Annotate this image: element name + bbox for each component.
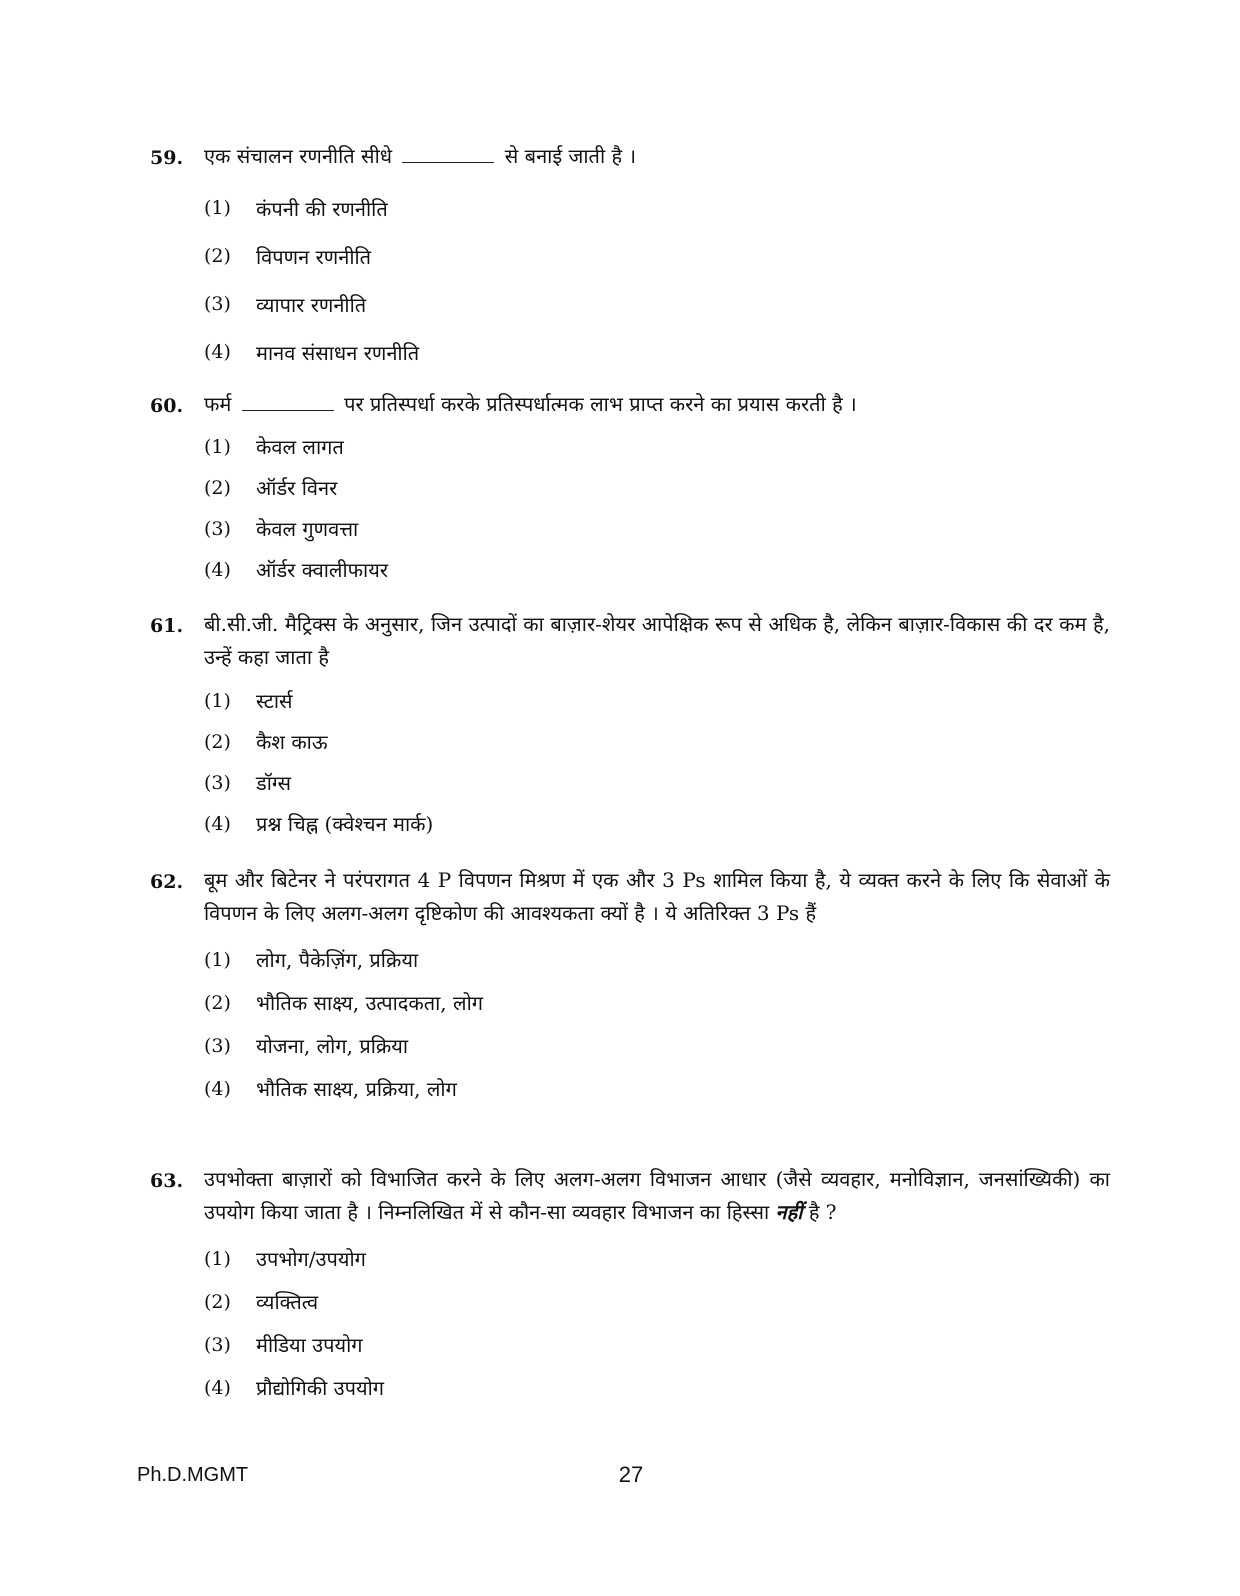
option-label: (1) <box>204 1247 231 1270</box>
question-text-part: फर्म <box>204 392 232 416</box>
option-text: ऑर्डर क्वालीफायर <box>256 558 389 582</box>
option <box>204 981 1110 1024</box>
question-60 <box>150 388 1110 590</box>
option-text: कैश काऊ <box>256 730 328 754</box>
question-text-part: है ? <box>808 1200 837 1224</box>
option <box>204 721 1110 762</box>
option <box>204 1280 1110 1323</box>
option <box>204 803 1110 844</box>
option-label: (3) <box>204 1034 231 1057</box>
option <box>204 549 1110 590</box>
option-text: डॉग्स <box>256 771 292 795</box>
option-text: केवल गुणवत्ता <box>256 517 359 541</box>
question-number: 63. <box>150 1170 184 1192</box>
option-label: (2) <box>204 1290 231 1313</box>
option <box>204 1366 1110 1409</box>
question-number: 59. <box>150 147 184 169</box>
question-text-part: एक संचालन रणनीति सीधे <box>204 144 393 168</box>
question-text: बूम और बिटेनर ने परंपरागत 4 P विपणन मिश्रण में एक और 3 Ps शामिल किया है, ये व्यक्त करने के लिए कि सेवाओं के विपणन के लिए अलग-अलग दृष्टिकोण की आवश्यकता क्यों है । ये अतिरिक्त 3 Ps हैं <box>204 868 1110 925</box>
option-text: प्रौद्योगिकी उपयोग <box>256 1376 385 1400</box>
option <box>204 1237 1110 1280</box>
option-label: (4) <box>204 558 231 581</box>
question-number: 61. <box>150 615 184 637</box>
option-label: (4) <box>204 812 231 835</box>
option-text: भौतिक साक्ष्य, प्रक्रिया, लोग <box>256 1077 457 1101</box>
option-label: (2) <box>204 245 231 267</box>
paper-code: Ph.D.MGMT <box>137 1464 249 1486</box>
option-label: (3) <box>204 771 231 794</box>
option-text: कंपनी की रणनीति <box>256 196 388 221</box>
option <box>204 467 1110 508</box>
question-text-part: उपभोक्ता बाज़ारों को विभाजित करने के लिए अलग-अलग विभाजन आधार (जैसे व्यवहार, मनोविज्ञान, जनसांख्यिकी) का उपयोग किया जाता है । निम्नलिखित में से कौन-सा व्यवहार विभाजन का हिस्सा <box>204 1167 1110 1224</box>
option-label: (4) <box>204 341 231 363</box>
fill-blank <box>242 392 334 411</box>
option-text: उपभोग/उपयोग <box>256 1247 366 1271</box>
options-list <box>204 680 1110 844</box>
options-list <box>204 938 1110 1110</box>
option-label: (3) <box>204 1333 231 1356</box>
options-list <box>204 1237 1110 1409</box>
question-63 <box>150 1163 1110 1409</box>
option-label: (1) <box>204 197 231 219</box>
option-label: (2) <box>204 476 231 499</box>
option-text: लोग, पैकेज़िंग, प्रक्रिया <box>256 948 419 972</box>
question-61 <box>150 608 1110 844</box>
option-text: मीडिया उपयोग <box>256 1333 363 1357</box>
option-text: ऑर्डर विनर <box>256 476 338 500</box>
question-59 <box>150 140 1110 376</box>
option-label: (1) <box>204 689 231 712</box>
option-text: मानव संसाधन रणनीति <box>256 340 420 365</box>
option-label: (1) <box>204 435 231 458</box>
question-text <box>204 1163 1110 1229</box>
option-text: योजना, लोग, प्रक्रिया <box>256 1034 409 1058</box>
question-text: बी.सी.जी. मैट्रिक्स के अनुसार, जिन उत्पादों का बाज़ार-शेयर आपेक्षिक रूप से अधिक है, लेकिन बाज़ार-विकास की दर कम है, उन्हें कहा जाता है <box>204 612 1110 669</box>
option <box>204 1323 1110 1366</box>
fill-blank <box>402 144 494 163</box>
option-text: व्यक्तित्व <box>256 1290 319 1314</box>
option-label: (3) <box>204 517 231 540</box>
option-text: व्यापार रणनीति <box>256 292 367 317</box>
question-text <box>204 140 1110 173</box>
question-number: 62. <box>150 871 184 893</box>
option <box>204 328 1110 376</box>
question-text <box>204 388 1110 421</box>
question-number: 60. <box>150 395 184 417</box>
option-label: (4) <box>204 1376 231 1399</box>
option <box>204 762 1110 803</box>
option-text: स्टार्स <box>256 689 293 713</box>
option-label: (1) <box>204 948 231 971</box>
option-text: विपणन रणनीति <box>256 244 372 269</box>
options-list <box>204 426 1110 590</box>
option-label: (4) <box>204 1077 231 1100</box>
option-label: (2) <box>204 991 231 1014</box>
option <box>204 1024 1110 1067</box>
option <box>204 184 1110 232</box>
option-text: भौतिक साक्ष्य, उत्पादकता, लोग <box>256 991 484 1015</box>
page-number: 27 <box>618 1462 644 1487</box>
question-62 <box>150 864 1110 1110</box>
option-label: (2) <box>204 730 231 753</box>
option <box>204 426 1110 467</box>
options-list <box>204 184 1110 376</box>
option-label: (3) <box>204 293 231 315</box>
option <box>204 508 1110 549</box>
option-text: केवल लागत <box>256 435 344 459</box>
emphasis-word: नहीं <box>775 1200 803 1224</box>
question-text-part: से बनाई जाती है । <box>504 144 637 168</box>
option <box>204 280 1110 328</box>
option <box>204 232 1110 280</box>
question-text-part: पर प्रतिस्पर्धा करके प्रतिस्पर्धात्मक लाभ प्राप्त करने का प्रयास करती है । <box>344 392 857 416</box>
option <box>204 680 1110 721</box>
option-text: प्रश्न चिह्न (क्वेश्चन मार्क) <box>256 812 434 836</box>
option <box>204 1067 1110 1110</box>
option <box>204 938 1110 981</box>
